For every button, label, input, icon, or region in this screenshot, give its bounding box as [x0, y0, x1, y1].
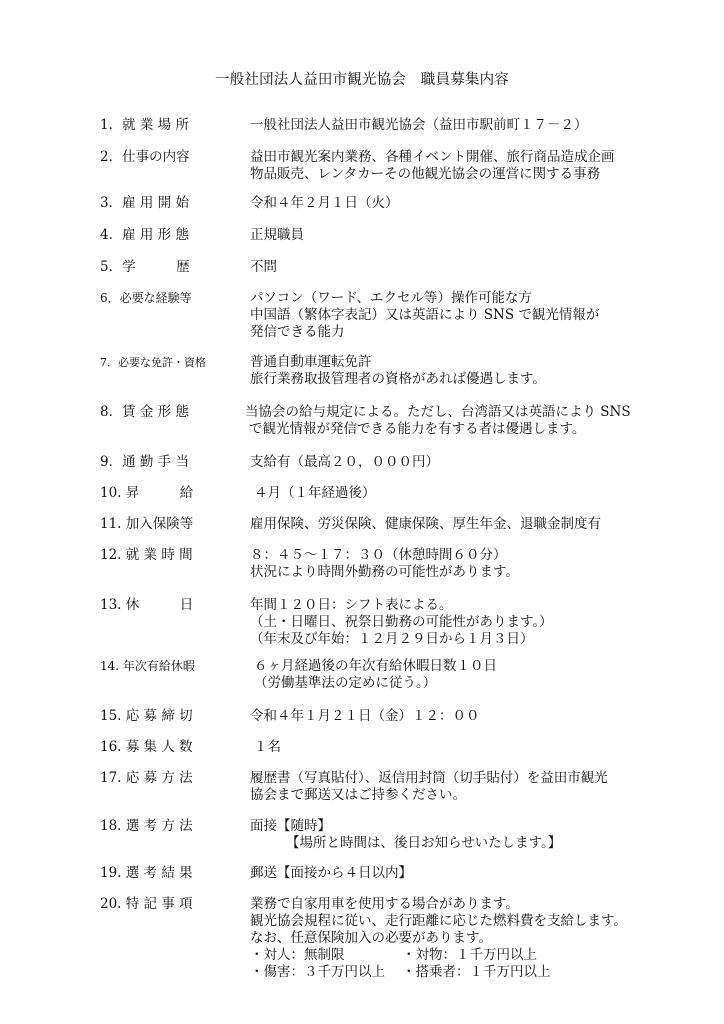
item-content: 令和４年２月１日（火）	[250, 195, 399, 211]
page-title: 一般社団法人益田市観光協会 職員募集内容	[215, 72, 509, 88]
item-content: 履歴書（写真貼付）、返信用封筒（切手貼付）を益田市観光 協会まで郵送又はご持参ください。	[250, 770, 608, 803]
item-content: 益田市観光案内業務、各種イベント開催、旅行商品造成企画 物品販売、レンタカーその他観光協会の運営に関する事務	[250, 149, 615, 182]
item-content: １名	[254, 739, 281, 755]
item-content: 郵送【面接から４日以内】	[250, 865, 412, 881]
item-label: 9．通 勤 手 当	[100, 454, 189, 470]
item-label: 14. 年次有給休暇	[100, 659, 195, 673]
item-content: ４月（１年経過後）	[254, 485, 376, 501]
item-content: 年間１２０日：シフト表による。 （土・日曜日、祝祭日勤務の可能性があります。） （年末及び年始：１２月２９日から１月３日）	[250, 597, 553, 647]
item-content: 面接【随時】 【場所と時間は、後日お知らせいたします。】	[250, 818, 562, 851]
item-label: 8．賃 金 形 態	[100, 404, 189, 420]
insurance-requirement-row: ・対人：無制限 ・対物：１千万円以上	[250, 947, 537, 963]
item-content: 雇用保険、労災保険、健康保険、厚生年金、退職金制度有	[250, 516, 601, 532]
item-content: 不問	[250, 259, 277, 275]
item-label: 6．必要な経験等	[100, 291, 192, 305]
item-label: 5．学 歴	[100, 259, 190, 275]
item-content: パソコン（ワード、エクセル等）操作可能な方 中国語（繁体字表記）又は英語により SNS で観光情報が 発信できる能力	[250, 290, 600, 340]
item-label: 2．仕事の内容	[100, 149, 190, 165]
insurance-requirement-row: ・傷害：３千万円以上 ・搭乗者：１千万円以上	[250, 964, 551, 980]
item-label: 10. 昇 給	[100, 485, 194, 501]
item-label: 3．雇 用 開 始	[100, 195, 189, 211]
item-label: 20. 特 記 事 項	[100, 896, 193, 912]
item-label: 4．雇 用 形 態	[100, 227, 189, 243]
item-content: 令和４年１月２１日（金）１２：００	[250, 708, 480, 724]
item-label: 1．就 業 場 所	[100, 117, 189, 133]
item-label: 12. 就 業 時 間	[100, 547, 193, 563]
item-label: 17. 応 募 方 法	[100, 770, 193, 786]
item-label: 11. 加入保険等	[100, 516, 194, 532]
item-label: 13. 休 日	[100, 597, 194, 613]
item-content: ６ヶ月経過後の年次有給休暇日数１０日 （労働基準法の定めに従う。）	[254, 658, 497, 691]
item-content: 一般社団法人益田市観光協会（益田市駅前町１７－２）	[250, 117, 588, 133]
item-label: 19. 選 考 結 果	[100, 865, 193, 881]
item-label: 18. 選 考 方 法	[100, 818, 193, 834]
item-content: 業務で自家用車を使用する場合があります。 観光協会規程に従い、走行距離に応じた燃料費を支給します。 なお、任意保険加入の必要があります。 ・対人：無制限 ・対物：１千万円以上 ・傷害：３千万円以上 ・搭乗者：１千万円以上	[250, 896, 700, 981]
item-content: 正規職員	[250, 227, 304, 243]
item-content: 支給有（最高２０，０００円）	[250, 454, 439, 470]
item-content: 当協会の給与規定による。ただし、台湾語又は英語により SNS で観光情報が発信できる能力を有する者は優遇します。	[245, 404, 631, 437]
item-label: 15. 応 募 締 切	[100, 708, 193, 724]
item-label: 7．必要な免許・資格	[100, 356, 206, 369]
item-label: 16. 募 集 人 数	[100, 739, 193, 755]
item-content: ８：４５～１７：３０（休憩時間６０分） 状況により時間外勤務の可能性があります。	[250, 547, 519, 580]
item-content: 普通自動車運転免許 旅行業務取扱管理者の資格があれば優遇します。	[250, 354, 546, 387]
